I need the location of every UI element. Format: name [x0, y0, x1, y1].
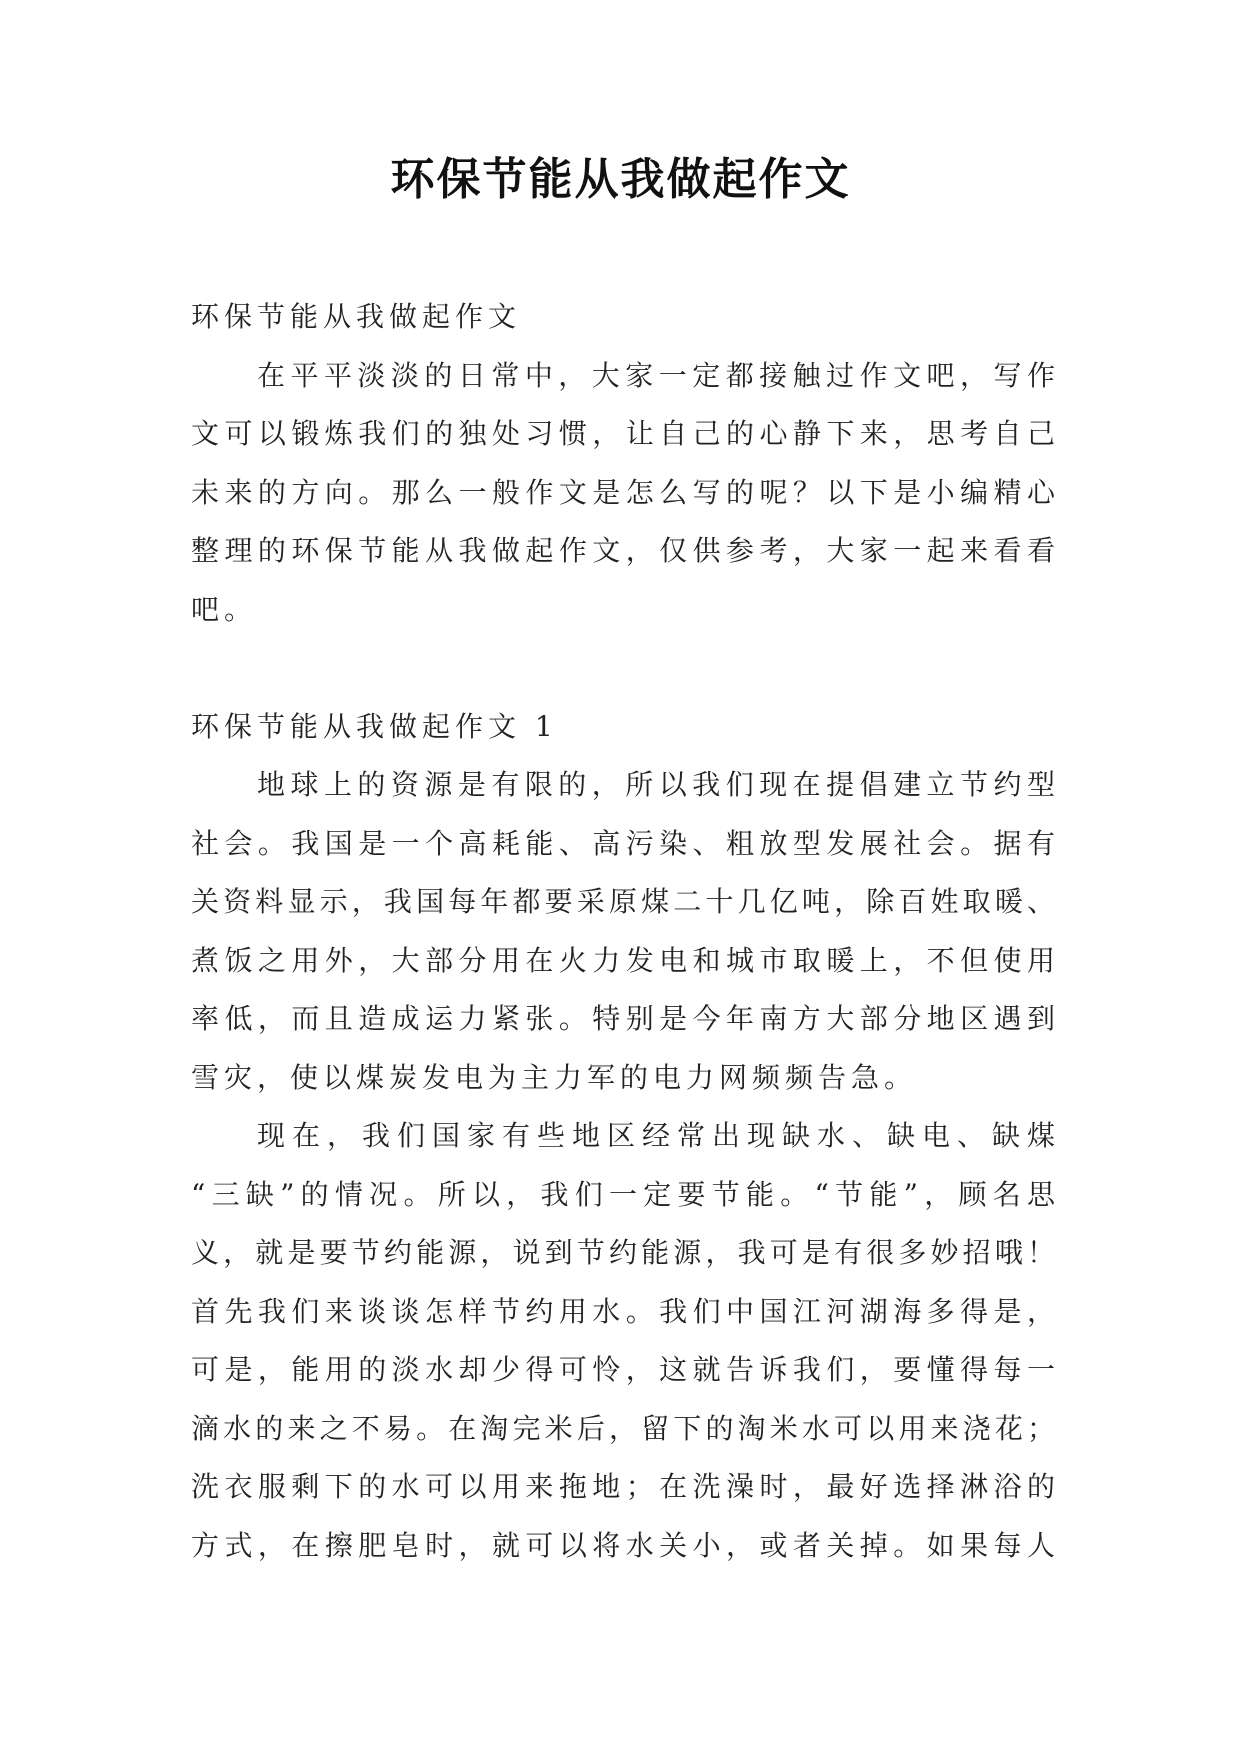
- paragraph-line: 吧。: [191, 592, 258, 626]
- paragraph-line: 方式，在擦肥皂时，就可以将水关小，或者关掉。如果每人: [191, 1528, 1055, 1562]
- paragraph-line: 义，就是要节约能源，说到节约能源，我可是有很多妙招哦！: [191, 1236, 1055, 1269]
- paragraph-line: 首先我们来谈谈怎样节约用水。我们中国江河湖海多得是，: [191, 1294, 1055, 1328]
- section-paragraph-2: [191, 1107, 1055, 1575]
- document-body: [191, 288, 1055, 1575]
- intro-paragraph: [191, 347, 1055, 640]
- section-paragraph-1: [191, 756, 1055, 1107]
- section-heading: 环保节能从我做起作文 1: [191, 709, 558, 743]
- paragraph-line: 社会。我国是一个高耗能、高污染、粗放型发展社会。据有: [191, 826, 1055, 860]
- paragraph-line: 在平平淡淡的日常中，大家一定都接触过作文吧，写作: [257, 358, 1055, 392]
- paragraph-line: 现在，我们国家有些地区经常出现缺水、缺电、缺煤: [257, 1119, 1055, 1152]
- blank-line: [191, 639, 1055, 698]
- paragraph-line: 洗衣服剩下的水可以用来拖地；在洗澡时，最好选择淋浴的: [191, 1470, 1055, 1503]
- paragraph-line: 雪灾，使以煤炭发电为主力军的电力网频频告急。: [191, 1060, 918, 1094]
- paragraph-line: 关资料显示，我国每年都要采原煤二十几亿吨，除百姓取暖、: [191, 885, 1055, 918]
- document-title: 环保节能从我做起作文: [390, 154, 851, 205]
- paragraph-line: 滴水的来之不易。在淘完米后，留下的淘米水可以用来浇花；: [191, 1411, 1055, 1445]
- paragraph-line: 煮饭之用外，大部分用在火力发电和城市取暖上，不但使用: [191, 943, 1055, 977]
- paragraph-line: 文可以锻炼我们的独处习惯，让自己的心静下来，思考自己: [191, 417, 1055, 450]
- intro-heading: 环保节能从我做起作文: [191, 300, 522, 333]
- paragraph-line: 未来的方向。那么一般作文是怎么写的呢？以下是小编精心: [191, 475, 1055, 509]
- paragraph-line: 地球上的资源是有限的，所以我们现在提倡建立节约型: [257, 768, 1055, 801]
- paragraph-line: 整理的环保节能从我做起作文，仅供参考，大家一起来看看: [191, 534, 1055, 567]
- paragraph-line: “三缺”的情况。所以，我们一定要节能。“节能”，顾名思: [191, 1177, 1055, 1211]
- paragraph-line: 可是，能用的淡水却少得可怜，这就告诉我们，要懂得每一: [191, 1353, 1055, 1386]
- paragraph-line: 率低，而且造成运力紧张。特别是今年南方大部分地区遇到: [191, 1002, 1055, 1035]
